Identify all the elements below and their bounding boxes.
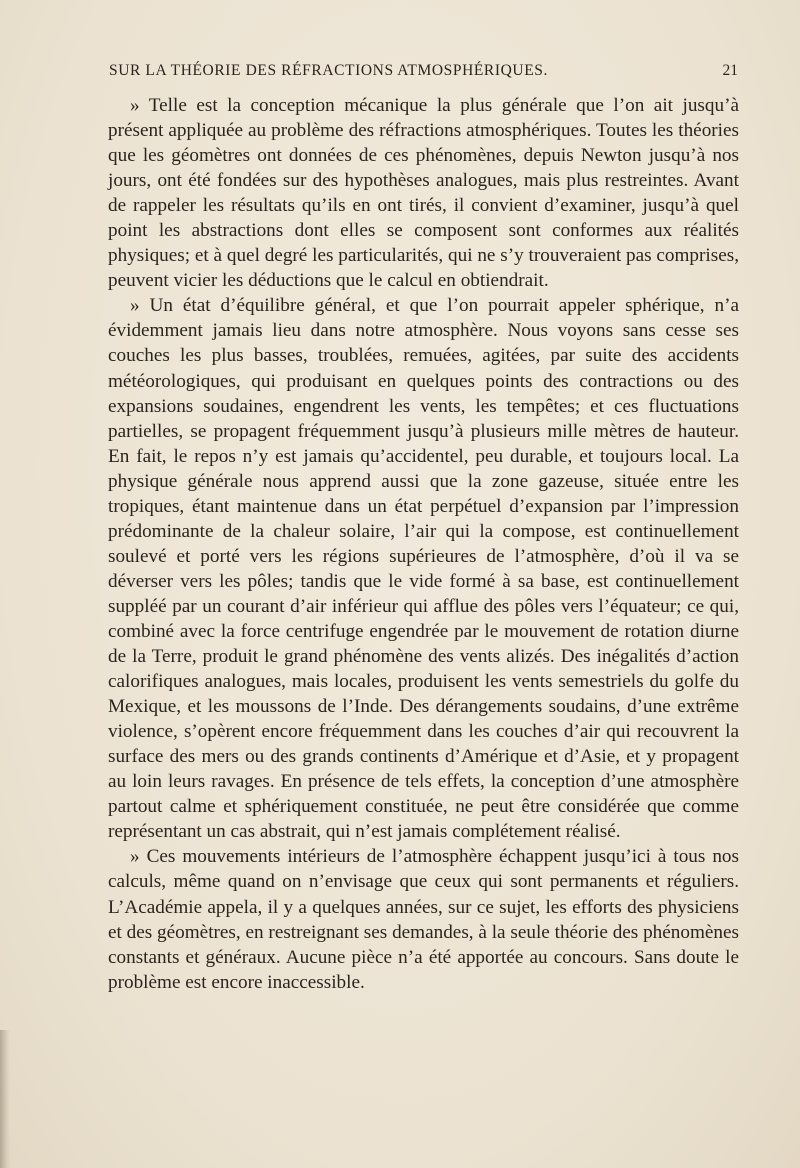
running-head — [109, 62, 738, 86]
body-text — [108, 93, 739, 995]
paragraph: » Telle est la conception mécanique la plus générale que l’on ait jusqu’à présent appliquée au problème des réfractions atmosphériques. Toutes les théories que les géomètres ont données de ces phénomènes, depuis Newton jusqu’à nos jours, ont été fondées sur des hypothèses analogues, mais plus restreintes. Avant de rappeler les résultats qu’ils en ont tirés, il convient d’examiner, jusqu’à quel point les abstractions dont elles se composent sont conformes aux réalités physiques; et à quel degré les particularités, qui ne s’y trouveraient pas comprises, peuvent vicier les déductions que le calcul en obtiendrait. — [108, 95, 739, 292]
paragraph: » Ces mouvements intérieurs de l’atmosphère échappent jusqu’ici à tous nos calculs, même quand on n’envisage que ceux qui sont permanents et réguliers. L’Académie appela, il y a quelques années, sur ce sujet, les efforts des physiciens et des géomètres, en restreignant ses demandes, à la seule théorie des phénomènes constants et généraux. Aucune pièce n’a été apportée au concours. Sans doute le problème est encore inaccessible. — [108, 846, 739, 993]
page-edge-shadow — [0, 1030, 10, 1168]
paragraph: » Un état d’équilibre général, et que l’on pourrait appeler sphérique, n’a évidemment jamais lieu dans notre atmosphère. Nous voyons sans cesse ses couches les plus basses, troublées, remuées, agitées, par suite des accidents météorologiques, qui produisant en quelques points des contractions ou des expansions soudaines, engendrent les vents, les tempêtes; et ces fluctuations partielles, se propagent fréquemment jusqu’à plusieurs mille mètres de hauteur. En fait, le repos n’y est jamais qu’accidentel, peu durable, et toujours local. La physique générale nous apprend aussi que la zone gazeuse, située entre les tropiques, étant maintenue dans un état perpétuel d’expansion par l’impression prédominante de la chaleur solaire, l’air qui la compose, est continuellement soulevé et porté vers les régions supérieures de l’atmosphère, d’où il va se déverser vers les pôles; tandis que le vide formé à sa base, est continuellement suppléé par un courant d’air inférieur qui afflue des pôles vers l’équateur; ce qui, combiné avec la force centrifuge engendrée par le mouvement de rotation diurne de la Terre, produit le grand phénomène des vents alizés. Des inégalités d’action calorifiques analogues, mais locales, produisent les vents semestriels du golfe du Mexique, et les moussons de l’Inde. Des dérangements soudains, d’une extrême violence, s’opèrent encore fréquemment dans les couches d’air qui recouvrent la surface des mers ou des grands continents d’Amérique et d’Asie, et y propagent au loin leurs ravages. En présence de tels effets, la conception d’une atmosphère partout calme et sphériquement constituée, ne peut être considérée que comme représentant un cas abstrait, qui n’est jamais complétement réalisé. — [108, 295, 739, 843]
running-title: SUR LA THÉORIE DES RÉFRACTIONS ATMOSPHÉRIQUES. — [109, 62, 548, 79]
page-number: 21 — [722, 62, 738, 79]
